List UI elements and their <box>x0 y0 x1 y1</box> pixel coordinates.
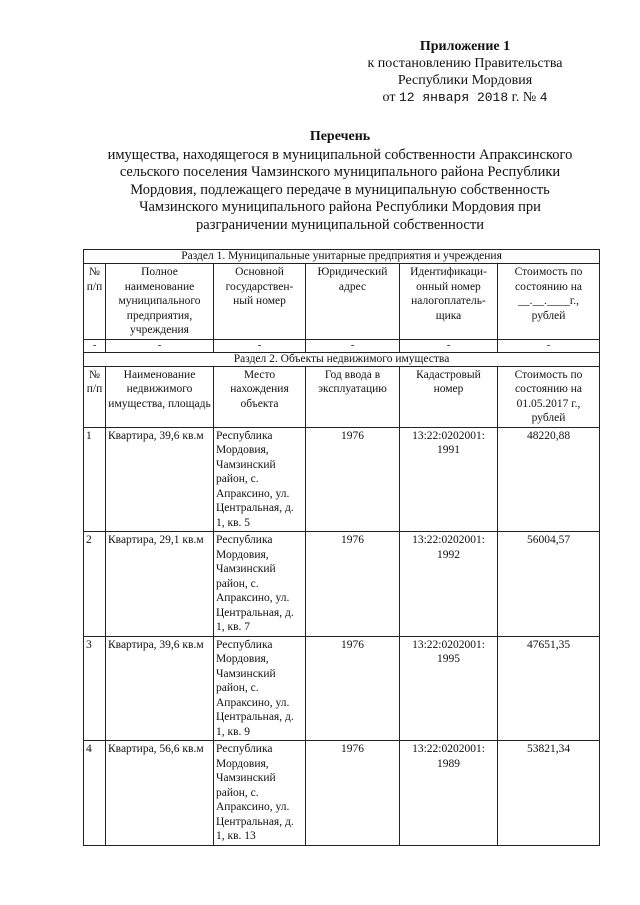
appendix-line-2: Республики Мордовия <box>397 73 533 88</box>
appendix-line-1: к постановлению Правительства <box>367 56 563 71</box>
appendix-date-line <box>330 89 600 106</box>
s2-header-name: Наименование недвижимого имущества, площадь <box>106 366 214 427</box>
s1-header-address: Юридический адрес <box>306 264 400 340</box>
s2-header-cadastral: Кадастровый номер <box>400 366 498 427</box>
document-heading <box>80 128 600 234</box>
table-row <box>84 532 600 637</box>
property-location: Республика Мордовия, Чамзинский район, с. Апраксино, ул. Центральная, д. 1, кв. 7 <box>214 532 306 637</box>
property-location: Республика Мордовия, Чамзинский район, с. Апраксино, ул. Центральная, д. 1, кв. 5 <box>214 427 306 532</box>
s2-header-num: № п/п <box>84 366 106 427</box>
s2-header-year: Год ввода в эксплуатацию <box>306 366 400 427</box>
cadastral-number: 13:22:0202001: 1989 <box>400 741 498 846</box>
section-1-empty-row <box>84 339 600 352</box>
section-1-header-row <box>84 264 600 340</box>
property-location: Республика Мордовия, Чамзинский район, с. Апраксино, ул. Центральная, д. 1, кв. 13 <box>214 741 306 846</box>
s2-header-location: Место нахождения объекта <box>214 366 306 427</box>
s1-header-name: Полное наименование муниципального предприятия, учреждения <box>106 264 214 340</box>
property-location: Республика Мордовия, Чамзинский район, с. Апраксино, ул. Центральная, д. 1, кв. 9 <box>214 636 306 741</box>
s1-header-cost: Стоимость по состоянию на __.__.____г., рублей <box>498 264 600 340</box>
date-value: 12 января 2018 <box>398 90 509 105</box>
s1-cell: - <box>498 339 600 352</box>
s1-cell: - <box>214 339 306 352</box>
property-name: Квартира, 56,6 кв.м <box>106 741 214 846</box>
property-name: Квартира, 39,6 кв.м <box>106 427 214 532</box>
section-2-title: Раздел 2. Объекты недвижимого имущества <box>84 352 600 366</box>
s1-header-num: № п/п <box>84 264 106 340</box>
table-row <box>84 636 600 741</box>
s1-header-ogrn: Основной государствен-ный номер <box>214 264 306 340</box>
cadastral-number: 13:22:0202001: 1992 <box>400 532 498 637</box>
row-number: 4 <box>84 741 106 846</box>
row-number: 2 <box>84 532 106 637</box>
s1-header-inn: Идентификаци-онный номер налогоплатель-щика <box>400 264 498 340</box>
table-row <box>84 741 600 846</box>
cadastral-number: 13:22:0202001: 1995 <box>400 636 498 741</box>
subtitle-line-1: имущества, находящегося в муниципальной собственности Апраксинского <box>107 146 573 163</box>
property-name: Квартира, 29,1 кв.м <box>106 532 214 637</box>
property-cost: 53821,34 <box>498 741 600 846</box>
section-2-header-row <box>84 366 600 427</box>
property-table <box>83 249 600 846</box>
section-1-title-row <box>84 250 600 264</box>
commission-year: 1976 <box>306 427 400 532</box>
property-cost: 47651,35 <box>498 636 600 741</box>
document-title: Перечень <box>309 129 371 144</box>
table-row <box>84 427 600 532</box>
s1-cell: - <box>400 339 498 352</box>
commission-year: 1976 <box>306 741 400 846</box>
property-cost: 56004,57 <box>498 532 600 637</box>
decree-number: 4 <box>539 90 548 105</box>
date-suffix: г. № <box>511 90 537 105</box>
subtitle-line-5: разграничении муниципальной собственности <box>196 216 484 233</box>
subtitle-line-3: Мордовия, подлежащего передаче в муниципальную собственность <box>130 181 550 198</box>
row-number: 3 <box>84 636 106 741</box>
subtitle-line-2: сельского поселения Чамзинского муниципального района Республики <box>119 164 561 180</box>
appendix-title: Приложение 1 <box>419 39 511 54</box>
row-number: 1 <box>84 427 106 532</box>
s1-cell: - <box>306 339 400 352</box>
commission-year: 1976 <box>306 636 400 741</box>
subtitle-line-4: Чамзинского муниципального района Республики Мордовия при <box>139 199 541 215</box>
s1-cell: - <box>84 339 106 352</box>
date-prefix: от <box>382 90 396 105</box>
appendix-block <box>330 38 600 106</box>
property-name: Квартира, 39,6 кв.м <box>106 636 214 741</box>
commission-year: 1976 <box>306 532 400 637</box>
s1-cell: - <box>106 339 214 352</box>
s2-header-cost: Стоимость по состоянию на 01.05.2017 г., рублей <box>498 366 600 427</box>
section-1-title: Раздел 1. Муниципальные унитарные предприятия и учреждения <box>84 250 600 264</box>
cadastral-number: 13:22:0202001: 1991 <box>400 427 498 532</box>
property-cost: 48220,88 <box>498 427 600 532</box>
section-2-title-row <box>84 352 600 366</box>
